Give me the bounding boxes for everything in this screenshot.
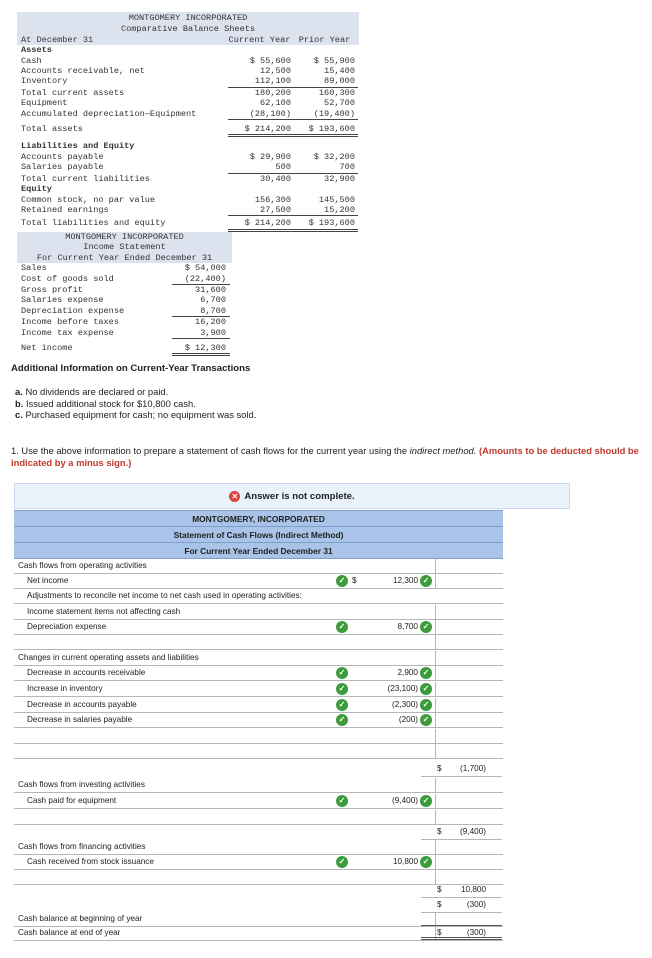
- bs-row: Cash $ 55,600 $ 55,900: [21, 55, 355, 66]
- cf-change-row: Decrease in salaries payable ✓ (200) ✓: [14, 713, 503, 728]
- info-item: b. Issued additional stock for $10,800 cash.: [15, 397, 196, 409]
- cf-investing-heading: Cash flows from investing activities: [14, 778, 503, 793]
- income-statement: [17, 232, 232, 356]
- bs-row: Retained earnings 27,500 15,200: [17, 205, 359, 216]
- cf-equipment-row: Cash paid for equipment ✓ (9,400) ✓: [14, 794, 503, 809]
- bs-header-row: [17, 35, 359, 45]
- net-income-input[interactable]: 12,300: [392, 576, 418, 585]
- additional-info-heading: Additional Information on Current-Year Transactions: [11, 363, 251, 374]
- is-row: Gross profit 31,600: [21, 285, 226, 296]
- check-icon: ✓: [420, 683, 432, 695]
- cf-blank-row: [14, 729, 503, 744]
- additional-info-list: [15, 386, 256, 421]
- is-row: Sales $ 54,000: [21, 263, 226, 274]
- change-input[interactable]: 2,900: [397, 668, 418, 677]
- x-circle-icon: ✕: [229, 491, 240, 502]
- depreciation-input[interactable]: 8,700: [397, 622, 418, 631]
- bs-total-assets: Total assets $ 214,200 $ 193,600: [17, 124, 359, 137]
- bs-equity-heading: Equity: [21, 184, 52, 195]
- bs-title: Comparative Balance Sheets: [17, 23, 359, 34]
- cf-noncash-row: Income statement items not affecting cash: [14, 605, 503, 620]
- cf-depreciation-row: Depreciation expense ✓ 8,700 ✓: [14, 620, 503, 635]
- bs-row: Accounts receivable, net 12,500 15,400: [21, 66, 355, 77]
- cf-financing-heading: Cash flows from financing activities: [14, 840, 503, 855]
- cf-change-row: Decrease in accounts receivable ✓ 2,900 ✓: [14, 666, 503, 681]
- check-icon: ✓: [336, 667, 348, 679]
- is-title: Income Statement: [17, 242, 232, 252]
- change-input[interactable]: (2,300): [392, 700, 418, 709]
- bs-row: Equipment 62,100 52,700: [21, 98, 355, 109]
- cf-blank-row: [14, 635, 503, 650]
- cf-title-statement: Statement of Cash Flows (Indirect Method): [14, 527, 503, 543]
- is-company: MONTGOMERY INCORPORATED: [17, 232, 232, 242]
- cf-ending-row: Cash balance at end of year: [14, 926, 503, 941]
- net-change-total[interactable]: $ (300): [421, 898, 502, 913]
- check-icon: ✓: [420, 575, 432, 587]
- cf-title-period: For Current Year Ended December 31: [14, 543, 503, 559]
- cf-net-income-row: Net income ✓ $ 12,300 ✓: [14, 574, 503, 589]
- check-icon: ✓: [336, 575, 348, 587]
- check-icon: ✓: [336, 856, 348, 868]
- check-icon: ✓: [336, 621, 348, 633]
- bs-total-liab-equity: Total liabilities and equity $ 214,200 $ 193,600: [17, 218, 359, 231]
- ending-total[interactable]: $ (300): [421, 925, 502, 940]
- bs-row: Accumulated depreciation—Equipment (28,100) (19,400): [17, 109, 359, 120]
- bs-col-current: Current Year: [228, 34, 291, 45]
- check-icon: ✓: [420, 795, 432, 807]
- is-net-income: Net income $ 12,300: [17, 343, 232, 356]
- change-input[interactable]: (200): [398, 715, 418, 724]
- equipment-input[interactable]: (9,400): [392, 796, 418, 805]
- bs-assets-heading: Assets: [21, 45, 52, 56]
- cash-flow-statement: [14, 510, 503, 559]
- bs-row: Inventory 112,100 89,000: [17, 76, 359, 87]
- is-row: Cost of goods sold (22,400): [17, 274, 232, 285]
- cf-change-row: Decrease in accounts payable ✓ (2,300) ✓: [14, 698, 503, 713]
- info-item: c. Purchased equipment for cash; no equipment was sold.: [15, 409, 257, 421]
- cf-change-row: Increase in inventory ✓ (23,100) ✓: [14, 682, 503, 697]
- check-icon: ✓: [336, 714, 348, 726]
- question-text: 1. Use the above information to prepare a statement of cash flows for the current year using the indirect method. (Amounts to be deducted should be indicated by a minus sign.): [11, 445, 639, 468]
- check-icon: ✓: [336, 699, 348, 711]
- change-input[interactable]: (23,100): [387, 684, 418, 693]
- check-icon: ✓: [420, 856, 432, 868]
- bs-col-prior: Prior Year: [298, 34, 351, 45]
- bs-row: Total current assets 180,200 160,300: [21, 87, 355, 98]
- check-icon: ✓: [336, 795, 348, 807]
- is-row: Depreciation expense 8,700: [17, 306, 232, 317]
- check-icon: ✓: [336, 683, 348, 695]
- cf-operating-heading: Cash flows from operating activities: [14, 559, 503, 574]
- check-icon: ✓: [420, 667, 432, 679]
- info-item: a. No dividends are declared or paid.: [15, 386, 169, 397]
- is-row: Income before taxes 16,200: [21, 317, 226, 328]
- operating-total[interactable]: $ (1,700): [421, 762, 502, 777]
- is-row: Salaries expense 6,700: [21, 295, 226, 306]
- investing-total[interactable]: $ (9,400): [421, 825, 502, 840]
- cf-title-company: MONTGOMERY, INCORPORATED: [14, 510, 503, 527]
- bs-company: MONTGOMERY INCORPORATED: [17, 12, 359, 23]
- stock-input[interactable]: 10,800: [392, 857, 418, 866]
- check-icon: ✓: [420, 621, 432, 633]
- bs-row: Total current liabilities 30,400 32,900: [21, 173, 355, 184]
- cf-blank-row: [14, 744, 503, 759]
- cf-adjustments-row: Adjustments to reconcile net income to net cash used in operating activities:: [14, 589, 503, 604]
- bs-row: Salaries payable 500 700: [17, 162, 359, 173]
- cf-stock-row: Cash received from stock issuance ✓ 10,800 ✓: [14, 855, 503, 870]
- bs-row: Accounts payable $ 29,900 $ 32,200: [21, 151, 355, 162]
- answer-status-banner: ✕ Answer is not complete.: [14, 483, 570, 509]
- cf-beginning-row: Cash balance at beginning of year: [14, 912, 503, 927]
- check-icon: ✓: [420, 714, 432, 726]
- bs-date-label: At December 31: [21, 34, 94, 45]
- check-icon: ✓: [420, 699, 432, 711]
- is-period: For Current Year Ended December 31: [17, 253, 232, 263]
- financing-total[interactable]: $ 10,800: [421, 883, 502, 898]
- cf-changes-heading: Changes in current operating assets and liabilities: [14, 651, 503, 666]
- is-row: Income tax expense 3,900: [17, 328, 232, 339]
- balance-sheet: [17, 12, 359, 232]
- bs-row: Common stock, no par value 156,300 145,500: [21, 194, 355, 205]
- bs-liab-heading: Liabilities and Equity: [21, 141, 135, 152]
- cf-blank-row: [14, 810, 503, 825]
